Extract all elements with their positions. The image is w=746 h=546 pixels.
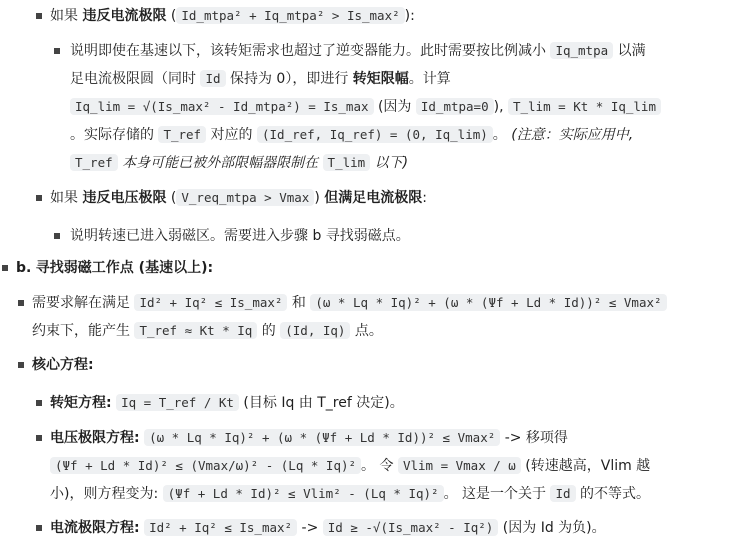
bullet	[36, 525, 42, 531]
core-equations-heading: 核心方程:	[32, 357, 94, 373]
bullet	[18, 362, 24, 368]
torque-equation: 转矩方程: Iq = T_ref / Kt (目标 Iq 由 T_ref 决定)。	[50, 395, 404, 411]
list-item-voltage-limit: 如果 违反电压极限 ( V_req_mtpa > Vmax ) 但满足电流极限:	[50, 190, 427, 206]
section-heading-b: b. 寻找弱磁工作点 (基速以上):	[16, 260, 214, 276]
bullet	[54, 48, 60, 54]
bullet	[2, 265, 8, 271]
bullet	[36, 400, 42, 406]
paragraph-line: (Ψf + Ld * Id)² ≤ (Vmax/ω)² - (Lq * Iq)² 。 令 Vlim = Vmax / ω (转速越高，Vlim 越	[50, 456, 650, 476]
bullet	[36, 13, 42, 19]
paragraph-line: 足电流极限圆（同时 Id 保持为 0），即进行 转矩限幅。计算	[70, 71, 451, 87]
paragraph-line: T_ref 本身可能已被外部限幅器限制在 T_lim 以下)	[70, 153, 408, 173]
paragraph-line: 。实际存储的 T_ref 对应的 (Id_ref, Iq_ref) = (0, Iq_lim) 。 (注意：实际应用中,	[70, 127, 634, 143]
list-item-current-limit: 如果 违反电流极限 ( Id_mtpa² + Iq_mtpa² > Is_max² ):	[50, 8, 415, 24]
current-equation: 电流极限方程: Id² + Iq² ≤ Is_max² -> Id ≥ -√(Is_max² - Iq²) (因为 Id 为负)。	[50, 520, 606, 536]
bullet	[54, 233, 60, 239]
paragraph-line: 说明即使在基速以下，该转矩需求也超过了逆变器能力。此时需要按比例减小 Iq_mtpa 以满	[70, 43, 646, 59]
bullet	[36, 195, 42, 201]
paragraph-line: Iq_lim = √(Is_max² - Id_mtpa²) = Is_max (因为 Id_mtpa=0 ), T_lim = Kt * Iq_lim	[70, 97, 661, 117]
paragraph-line: 需要求解在满足 Id² + Iq² ≤ Is_max² 和 (ω * Lq * Iq)² + (ω * (Ψf + Ld * Id))² ≤ Vmax²	[32, 293, 667, 313]
bullet	[36, 435, 42, 441]
paragraph-line: 小)，则方程变为: (Ψf + Ld * Id)² ≤ Vlim² - (Lq * Iq)² 。 这是一个关于 Id 的不等式。	[50, 486, 650, 502]
paragraph-line: 说明转速已进入弱磁区。需要进入步骤 b 寻找弱磁点。	[70, 228, 410, 244]
voltage-equation: 电压极限方程: (ω * Lq * Iq)² + (ω * (Ψf + Ld * Id))² ≤ Vmax² -> 移项得	[50, 430, 568, 446]
bullet	[18, 300, 24, 306]
paragraph-line: 约束下，能产生 T_ref ≈ Kt * Iq 的 (Id, Iq) 点。	[32, 323, 383, 339]
